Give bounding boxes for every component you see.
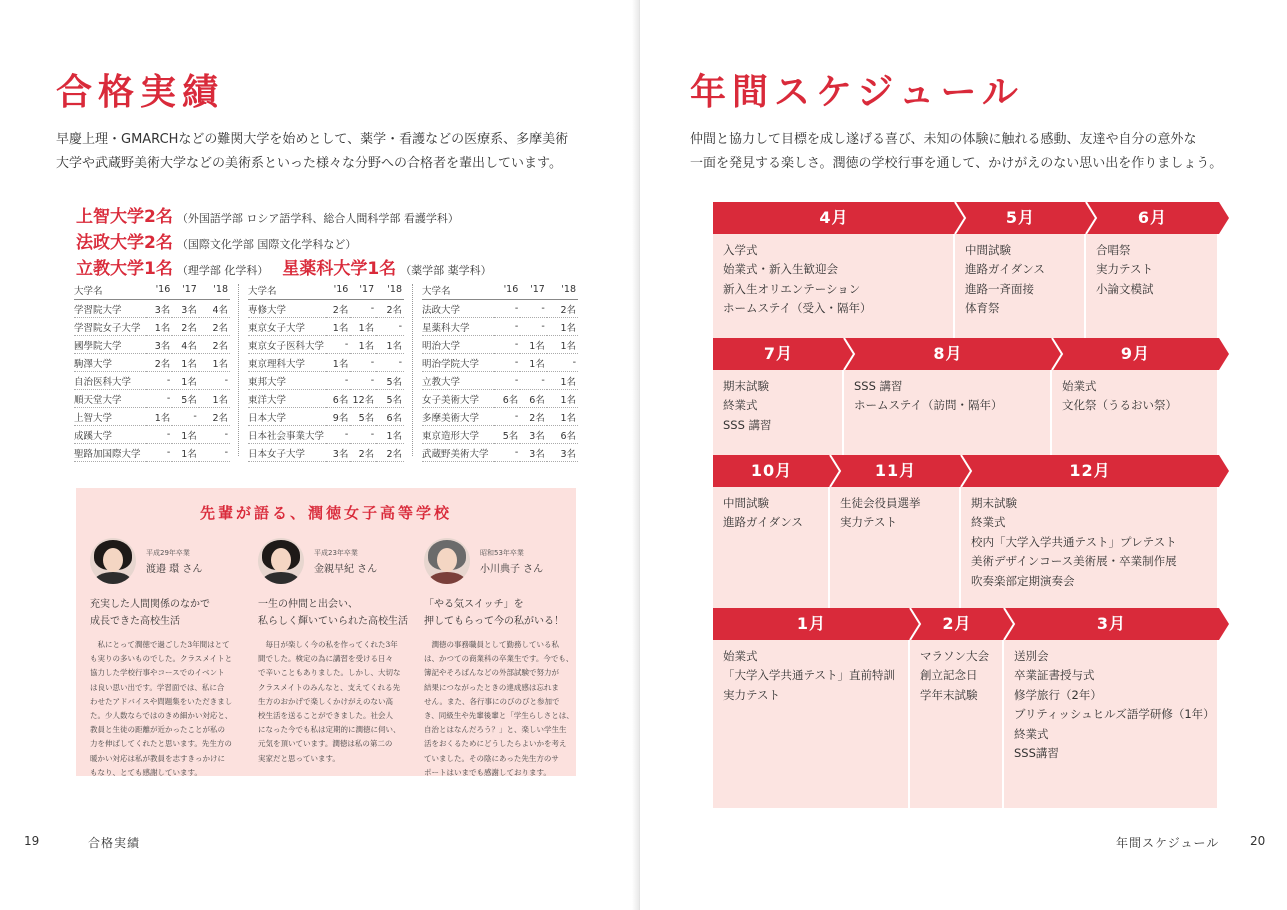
event-item: SSS講習 — [1014, 746, 1059, 761]
university-name: 東邦大学 — [248, 372, 326, 390]
admission-count: 3名 — [146, 300, 173, 318]
admission-count: - — [520, 318, 547, 336]
event-item: 校内「大学入学共通テスト」プレテスト — [971, 534, 1177, 549]
admission-count: - — [494, 300, 521, 318]
table-row — [422, 408, 578, 426]
admission-count: 3名 — [547, 444, 578, 462]
university-name: 多摩美術大学 — [422, 408, 494, 426]
schedule-intro-line: 仲間と協力して目標を成し遂げる喜び、未知の体験に触れる感動、友達や自分の意外な — [690, 132, 1197, 147]
table-row — [422, 300, 578, 318]
admission-count: 1名 — [326, 354, 350, 372]
admission-count: 5名 — [376, 390, 404, 408]
admission-count: 1名 — [350, 318, 376, 336]
university-table-3 — [422, 282, 578, 462]
event-item: 中間試験 — [723, 496, 769, 510]
event-item: 創立記念日 — [920, 668, 978, 683]
comment-line: 力を伸ばしてくれたと思います。先生方の — [90, 739, 232, 749]
admission-count: 9名 — [326, 408, 350, 426]
event-item: 美術デザインコース美術展・卒業制作展 — [971, 554, 1177, 569]
table-row — [74, 426, 230, 444]
alumni-headline — [258, 596, 408, 630]
event-item: 文化祭（うるおい祭） — [1062, 398, 1177, 413]
admission-count: 3名 — [326, 444, 350, 462]
event-item: SSS 講習 — [854, 379, 903, 393]
university-name: 専修大学 — [248, 300, 326, 318]
headline-line: 一生の仲間と出会い、 — [258, 599, 358, 610]
admission-count: 2名 — [326, 300, 350, 318]
alumni-year: 平成29年卒業 — [146, 549, 190, 557]
table-row — [74, 408, 230, 426]
alumni-comment — [90, 638, 232, 780]
admission-count: 1名 — [547, 390, 578, 408]
table-row — [74, 318, 230, 336]
highlight-name: 立教大学1名 — [76, 259, 173, 279]
admission-count: 5名 — [376, 372, 404, 390]
comment-line: 教員と生徒の距離が近かったことが私の — [90, 725, 225, 735]
event-item: 始業式 — [723, 649, 758, 663]
table-divider — [238, 284, 239, 456]
column-header-year: '18 — [199, 282, 230, 300]
page-number: 20 — [1250, 834, 1266, 848]
event-item: 始業式・新入生歓迎会 — [723, 262, 838, 277]
event-item: 進路ガイダンス — [965, 262, 1045, 277]
university-name: 上智大学 — [74, 408, 146, 426]
admission-count: 12名 — [350, 390, 376, 408]
university-name: 東京女子大学 — [248, 318, 326, 336]
table-row — [74, 336, 230, 354]
alumni-photo — [258, 538, 304, 584]
alumni-photo — [424, 538, 470, 584]
table-row — [74, 354, 230, 372]
table-row — [422, 318, 578, 336]
comment-line: 自治とはなんだろう？」と、楽しい学生生 — [424, 725, 567, 735]
table-row — [74, 300, 230, 318]
university-name: 東京理科大学 — [248, 354, 326, 372]
comment-line: 協力した学校行事やコースでのイベント — [90, 668, 225, 678]
admission-count: - — [172, 408, 199, 426]
admission-count: 1名 — [547, 336, 578, 354]
table-row — [422, 390, 578, 408]
admission-count: 6名 — [326, 390, 350, 408]
admission-count: 3名 — [520, 444, 547, 462]
admission-count: 5名 — [350, 408, 376, 426]
highlight-detail: （理学部 化学科） — [176, 264, 269, 277]
admission-count: 3名 — [146, 336, 173, 354]
left-page — [0, 0, 640, 910]
event-item: 中間試験 — [965, 243, 1011, 257]
admission-count: 2名 — [350, 444, 376, 462]
table-row — [422, 354, 578, 372]
university-name: 法政大学 — [422, 300, 494, 318]
university-name: 星薬科大学 — [422, 318, 494, 336]
table-row — [248, 426, 404, 444]
comment-line: き、同級生や先輩後輩と「学生らしさとは、 — [424, 711, 574, 721]
admission-count: 3名 — [520, 426, 547, 444]
admission-count: 1名 — [350, 336, 376, 354]
comment-line: 潤徳の事務職員として勤務している私 — [424, 640, 559, 649]
admission-count: - — [350, 300, 376, 318]
event-item: 実力テスト — [723, 687, 781, 702]
admission-count: 2名 — [172, 318, 199, 336]
column-header-year: '17 — [350, 282, 376, 300]
month-header-row — [713, 455, 1229, 487]
admission-count: - — [146, 444, 173, 462]
comment-line: は良い思い出です。学習面では、私に合 — [90, 682, 225, 692]
admission-count: 1名 — [172, 372, 199, 390]
admission-count: - — [350, 354, 376, 372]
month-events — [1004, 640, 1219, 808]
admission-count: 1名 — [172, 444, 199, 462]
table-row — [248, 318, 404, 336]
alumni-headline — [424, 596, 564, 630]
university-name: 武蔵野美術大学 — [422, 444, 494, 462]
headline-line: 充実した人間関係のなかで — [90, 599, 210, 610]
results-intro-line: 早慶上理・GMARCHなどの難関大学を始めとして、薬学・看護などの医療系、多摩美術 — [56, 132, 569, 147]
event-item: ホームステイ（訪問・隔年） — [854, 398, 1003, 413]
schedule-intro — [690, 128, 1222, 176]
month-label: 9月 — [1120, 344, 1151, 363]
highlight-detail: （薬学部 薬学科） — [400, 264, 492, 277]
event-item: 小論文模試 — [1096, 281, 1154, 296]
month-events — [713, 640, 910, 808]
event-item: 進路ガイダンス — [723, 515, 803, 530]
comment-line: 活をおくるためにどうしたらよいかを考え — [424, 739, 567, 749]
university-name: 聖路加国際大学 — [74, 444, 146, 462]
admission-count: 4名 — [172, 336, 199, 354]
month-header-row — [713, 202, 1229, 234]
month-label: 4月 — [819, 208, 849, 227]
event-item: 修学旅行（2年） — [1014, 687, 1102, 702]
university-table-1 — [74, 282, 230, 462]
admission-count: 2名 — [520, 408, 547, 426]
university-name: 日本社会事業大学 — [248, 426, 326, 444]
admission-count: - — [199, 426, 230, 444]
event-item: 期末試験 — [723, 379, 769, 393]
month-header-row — [713, 608, 1229, 640]
admission-count: 2名 — [199, 408, 230, 426]
event-item: 体育祭 — [965, 301, 1000, 316]
table-row — [248, 372, 404, 390]
admission-count: 1名 — [547, 318, 578, 336]
admission-count: 1名 — [199, 390, 230, 408]
admission-count: - — [494, 336, 521, 354]
event-item: 卒業証書授与式 — [1014, 668, 1095, 683]
senpai-box — [76, 488, 576, 776]
month-label: 12月 — [1069, 461, 1111, 480]
comment-line: 毎日が楽しく今の私を作ってくれた3年 — [258, 640, 398, 649]
month-label: 7月 — [763, 344, 794, 363]
university-name: 女子美術大学 — [422, 390, 494, 408]
schedule-title: 年間スケジュール — [690, 72, 1024, 113]
alumni-comment — [424, 638, 574, 780]
table-row — [248, 354, 404, 372]
column-header-university: 大学名 — [74, 282, 146, 300]
university-name: 学習院大学 — [74, 300, 146, 318]
table-row — [422, 336, 578, 354]
university-name: 東洋大学 — [248, 390, 326, 408]
right-page — [640, 0, 1287, 910]
admission-count: 1名 — [172, 354, 199, 372]
admission-count: - — [199, 372, 230, 390]
alumni-year: 昭和53年卒業 — [480, 549, 524, 557]
alumni-comment — [258, 638, 401, 766]
column-header-year: '16 — [494, 282, 521, 300]
admission-count: - — [326, 426, 350, 444]
admission-count: - — [146, 426, 173, 444]
alumni-name: 渡邉 環 さん — [146, 564, 203, 575]
event-item: 終業式 — [971, 515, 1006, 530]
event-item: 送別会 — [1014, 649, 1049, 663]
alumni-name: 小川典子 さん — [480, 564, 544, 575]
table-row — [422, 426, 578, 444]
highlight-detail: （外国語学部 ロシア語学科、総合人間科学部 看護学科） — [176, 212, 459, 225]
admission-count: - — [520, 372, 547, 390]
results-highlights — [76, 202, 616, 280]
month-label: 8月 — [933, 344, 963, 363]
table-divider — [412, 284, 413, 456]
table-row — [422, 444, 578, 462]
comment-line: 間でした。検定の為に講習を受ける日々 — [258, 654, 393, 664]
event-item: 「大学入学共通テスト」直前特訓 — [723, 668, 896, 683]
comment-line: た。少人数ならではのきめ細かい対応と、 — [90, 711, 233, 721]
event-item: 終業式 — [1014, 726, 1049, 741]
university-name: 学習院女子大学 — [74, 318, 146, 336]
column-header-university: 大学名 — [248, 282, 326, 300]
admission-count: - — [520, 300, 547, 318]
admission-count: 1名 — [376, 336, 404, 354]
comment-line: 校生活を送ることができました。社会人 — [258, 711, 393, 721]
university-table-2 — [248, 282, 404, 462]
highlight-name: 法政大学2名 — [76, 233, 173, 253]
comment-line: 暖かい対応は私が教員を志すきっかけに — [90, 753, 225, 763]
admission-count: 6名 — [494, 390, 521, 408]
month-label: 5月 — [1005, 208, 1036, 227]
column-header-year: '18 — [547, 282, 578, 300]
university-name: 明治大学 — [422, 336, 494, 354]
table-row — [422, 372, 578, 390]
comment-line: で辛いこともありました。しかし、大切な — [258, 668, 401, 678]
month-label: 2月 — [942, 614, 972, 633]
highlight-line — [76, 254, 616, 280]
university-name: 順天堂大学 — [74, 390, 146, 408]
comment-line: ポートはいまでも感謝しております。 — [424, 767, 551, 777]
admission-count: 1名 — [376, 426, 404, 444]
admission-count: 3名 — [172, 300, 199, 318]
admission-count: 1名 — [520, 354, 547, 372]
comment-line: 私にとって潤徳で過ごした3年間はとて — [90, 640, 230, 649]
event-item: 期末試験 — [971, 496, 1017, 510]
admission-count: - — [350, 426, 376, 444]
university-name: 東京女子医科大学 — [248, 336, 326, 354]
university-name: 日本女子大学 — [248, 444, 326, 462]
senpai-title: 先輩が語る、潤徳女子高等学校 — [199, 504, 452, 522]
event-item: 吹奏楽部定期演奏会 — [971, 573, 1075, 588]
university-name: 自治医科大学 — [74, 372, 146, 390]
university-name: 明治学院大学 — [422, 354, 494, 372]
admission-count: 1名 — [172, 426, 199, 444]
event-item: マラソン大会 — [920, 649, 989, 663]
admission-count: 5名 — [494, 426, 521, 444]
column-header-year: '16 — [146, 282, 173, 300]
admission-count: 1名 — [326, 318, 350, 336]
comment-line: も実りの多いものでした。クラスメイトと — [90, 654, 233, 664]
admission-count: 2名 — [146, 354, 173, 372]
admission-count: 5名 — [172, 390, 199, 408]
event-item: 新入生オリエンテーション — [723, 281, 861, 296]
month-label: 1月 — [796, 614, 827, 633]
alumni-name: 金親早紀 さん — [314, 564, 378, 575]
university-name: 駒澤大学 — [74, 354, 146, 372]
admission-count: - — [146, 390, 173, 408]
admission-count: - — [350, 372, 376, 390]
column-header-university: 大学名 — [422, 282, 494, 300]
university-name: 東京造形大学 — [422, 426, 494, 444]
table-row — [248, 408, 404, 426]
month-label: 11月 — [874, 461, 917, 480]
admission-count: 1名 — [547, 408, 578, 426]
highlight-detail: （国際文化学部 国際文化学科など） — [176, 238, 357, 251]
event-item: 実力テスト — [1096, 262, 1154, 277]
comment-line: クラスメイトのみんなと、支えてくれる先 — [258, 682, 401, 692]
comment-line: になった今でも私は定期的に潤徳に伺い、 — [258, 725, 401, 735]
comment-line: ていました。その陰にあった先生方のサ — [424, 753, 559, 763]
university-name: 立教大学 — [422, 372, 494, 390]
event-item: SSS 講習 — [723, 417, 772, 432]
comment-line: は、かつての商業科の卒業生です。今でも、 — [424, 654, 574, 664]
admission-count: - — [547, 354, 578, 372]
event-item: ブリティッシュヒルズ語学研修（1年） — [1014, 707, 1215, 722]
admission-count: - — [494, 444, 521, 462]
comment-line: 生方のおかげで楽しくかけがえのない高 — [258, 696, 393, 706]
event-item: ホームステイ（受入・隔年） — [723, 301, 872, 316]
comment-line: もなり、とても感謝しています。 — [90, 767, 202, 777]
table-row — [248, 300, 404, 318]
alumni-year: 平成23年卒業 — [314, 549, 358, 557]
university-name: 國學院大学 — [74, 336, 146, 354]
headline-line: 私らしく輝いていられた高校生活 — [258, 616, 408, 627]
column-header-year: '18 — [376, 282, 404, 300]
university-name: 日本大学 — [248, 408, 326, 426]
admission-count: 1名 — [146, 408, 173, 426]
results-intro — [56, 128, 568, 176]
admission-count: 2名 — [376, 444, 404, 462]
footer-title: 年間スケジュール — [1116, 836, 1220, 850]
admission-count: - — [326, 372, 350, 390]
admission-count: - — [494, 354, 521, 372]
alumni-photo — [90, 538, 136, 584]
admission-count: 1名 — [520, 336, 547, 354]
admission-count: - — [199, 444, 230, 462]
alumni-headline — [90, 596, 210, 630]
admission-count: - — [146, 372, 173, 390]
table-row — [74, 390, 230, 408]
event-item: 実力テスト — [840, 515, 898, 530]
column-header-year: '17 — [520, 282, 547, 300]
table-row — [248, 336, 404, 354]
comment-line: 元気を頂いています。潤徳は私の第二の — [258, 739, 393, 749]
admission-count: 1名 — [547, 372, 578, 390]
headline-line: 成長できた高校生活 — [90, 616, 180, 627]
admission-count: - — [494, 408, 521, 426]
admission-count: - — [494, 318, 521, 336]
comment-line: 簿記やそろばんなどの外部試験で努力が — [424, 668, 559, 678]
table-row — [74, 444, 230, 462]
admission-count: 4名 — [199, 300, 230, 318]
admission-count: 1名 — [199, 354, 230, 372]
table-row — [248, 444, 404, 462]
admission-count: - — [376, 354, 404, 372]
highlight-name: 上智大学2名 — [76, 207, 173, 227]
event-item: 学年末試験 — [920, 687, 978, 702]
admission-count: 2名 — [376, 300, 404, 318]
event-item: 進路一斉面接 — [965, 281, 1034, 296]
admission-count: - — [494, 372, 521, 390]
headline-line: 「やる気スイッチ」を — [424, 599, 524, 610]
table-row — [74, 372, 230, 390]
column-header-year: '17 — [172, 282, 199, 300]
admission-count: 6名 — [520, 390, 547, 408]
admission-count: 2名 — [199, 318, 230, 336]
admission-count: - — [376, 318, 404, 336]
admission-count: 2名 — [547, 300, 578, 318]
admission-count: 6名 — [376, 408, 404, 426]
event-item: 生徒会役員選挙 — [840, 496, 921, 510]
month-label: 10月 — [750, 461, 793, 480]
event-item: 合唱祭 — [1096, 243, 1131, 257]
admission-count: 1名 — [146, 318, 173, 336]
admission-count: 6名 — [547, 426, 578, 444]
table-row — [248, 390, 404, 408]
comment-line: 実家だと思っています。 — [258, 753, 340, 763]
results-title: 合格実績 — [56, 72, 225, 113]
event-item: 入学式 — [723, 243, 758, 257]
comment-line: 結果につながったときの達成感は忘れま — [424, 682, 559, 692]
highlight-name: 星薬科大学1名 — [282, 259, 397, 279]
event-item: 始業式 — [1062, 379, 1097, 393]
month-label: 3月 — [1096, 614, 1127, 633]
admission-count: - — [326, 336, 350, 354]
headline-line: 押してもらって今の私がいる！ — [424, 616, 564, 627]
footer-title: 合格実績 — [88, 836, 141, 850]
schedule-intro-line: 一面を発見する楽しさ。潤徳の学校行事を通して、かけがえのない思い出を作りましょう。 — [690, 156, 1223, 171]
highlight-line — [76, 202, 616, 228]
page-number: 19 — [24, 834, 40, 848]
highlight-line — [76, 228, 616, 254]
month-header-row — [713, 338, 1229, 370]
column-header-year: '16 — [326, 282, 350, 300]
comment-line: わせたアドバイスや問題集をいただきまし — [90, 696, 233, 706]
results-intro-line: 大学や武蔵野美術大学などの美術系といった様々な分野への合格者を輩出しています。 — [56, 156, 562, 171]
event-item: 終業式 — [723, 398, 758, 413]
university-name: 成蹊大学 — [74, 426, 146, 444]
month-events — [910, 640, 1004, 808]
comment-line: せん。また、各行事にのびのびと参加で — [424, 696, 560, 706]
month-label: 6月 — [1137, 208, 1168, 227]
admission-count: 2名 — [199, 336, 230, 354]
